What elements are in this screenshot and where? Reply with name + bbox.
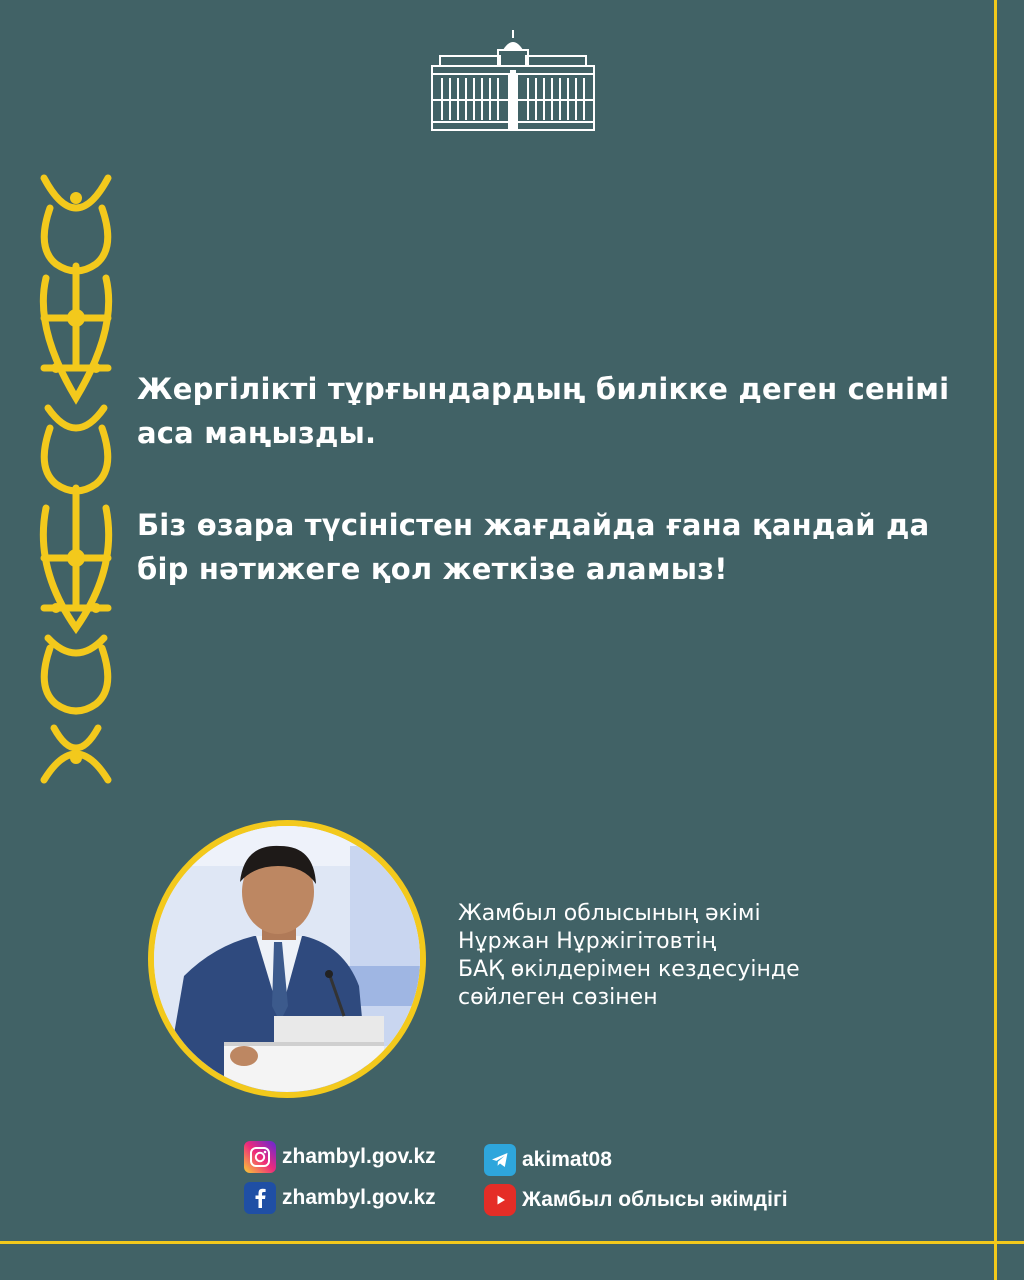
- facebook-label: zhambyl.gov.kz: [282, 1186, 436, 1209]
- caption-line-1: Жамбыл облысының әкімі: [458, 901, 761, 926]
- frame-line-right: [994, 0, 997, 1280]
- speaker-portrait-photo: [148, 820, 426, 1098]
- social-instagram-link[interactable]: [244, 1141, 436, 1173]
- social-youtube-link[interactable]: [484, 1184, 788, 1216]
- quote-block: [137, 367, 977, 591]
- caption-line-2: Нұржан Нұржігітовтің: [458, 929, 717, 954]
- caption-line-4: сөйлеген сөзінен: [458, 985, 658, 1010]
- government-building-logo: [430, 30, 596, 132]
- social-telegram-link[interactable]: [484, 1144, 612, 1176]
- quote-paragraph-2: Біз өзара түсіністен жағдайда ғана қандай да бір нәтижеге қол жеткізе аламыз!: [137, 508, 930, 586]
- social-facebook-link[interactable]: [244, 1182, 436, 1214]
- kazakh-ornament-decoration: [36, 168, 116, 790]
- youtube-icon: [484, 1184, 516, 1216]
- instagram-icon: [244, 1141, 276, 1173]
- frame-line-bottom: [0, 1241, 1024, 1244]
- telegram-label: akimat08: [522, 1148, 612, 1171]
- facebook-icon: [244, 1182, 276, 1214]
- telegram-icon: [484, 1144, 516, 1176]
- quote-paragraph-1: Жергілікті тұрғындардың билікке деген сенімі аса маңызды.: [137, 372, 950, 450]
- caption-line-3: БАҚ өкілдерімен кездесуінде: [458, 957, 800, 982]
- speaker-caption: [458, 900, 958, 1012]
- instagram-label: zhambyl.gov.kz: [282, 1145, 436, 1168]
- youtube-label: Жамбыл облысы әкімдігі: [522, 1188, 788, 1211]
